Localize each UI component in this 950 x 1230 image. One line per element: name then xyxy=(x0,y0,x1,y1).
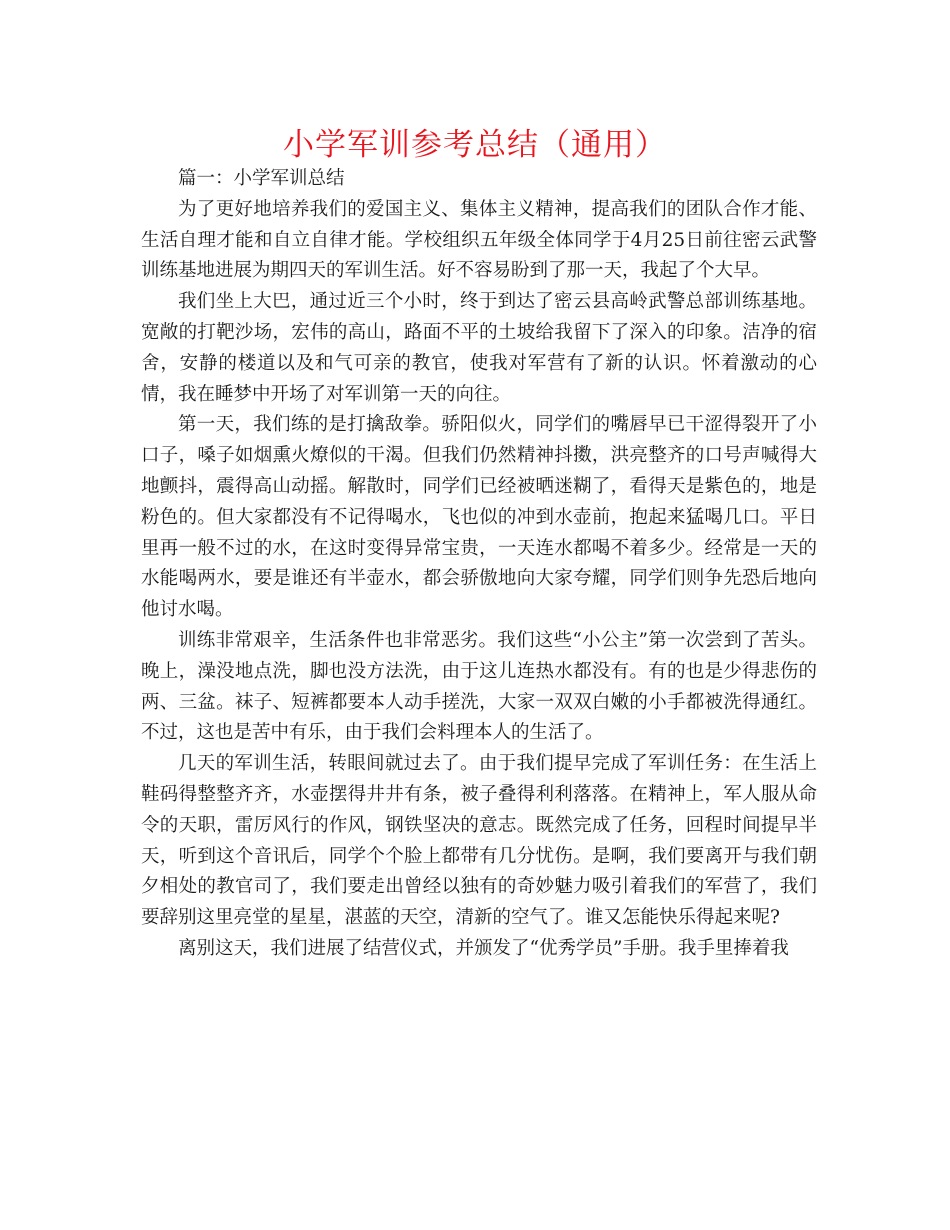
paragraph-arrival: 我们坐上大巴，通过近三个小时，终于到达了密云县高岭武警总部训练基地。宽敞的打靶沙场，宏伟的高山，路面不平的土坡给我留下了深入的印象。洁净的宿舍，安静的楼道以及和气可亲的教官，使我对军营有了新的认识。怀着激动的心情，我在睡梦中开场了对军训第一天的向往。 xyxy=(141,291,817,405)
paragraph-first-day: 第一天，我们练的是打擒敌拳。骄阳似火，同学们的嘴唇早已干涩得裂开了小口子，嗓子如烟熏火燎似的干渴。但我们仍然精神抖擞，洪亮整齐的口号声喊得大地颤抖，震得高山动摇。解散时，同学们已经被晒迷糊了，看得天是紫色的，地是粉色的。但大家都没有不记得喝水，飞也似的冲到水壶前，抱起来猛喝几口。平日里再一般不过的水，在这时变得异常宝贵，一天连水都喝不着多少。经常是一天的水能喝两水，要是谁还有半壶水，都会骄傲地向大家夸耀，同学们则争先恐后地向他讨水喝。 xyxy=(141,414,817,621)
paragraph-intro: 为了更好地培养我们的爱国主义、集体主义精神，提高我们的团队合作才能、生活自理才能和自立自律才能。学校组织五年级全体同学于4月25日前往密云武警训练基地进展为期四天的军训生活。好不容易盼到了那一天，我起了个大早。 xyxy=(141,198,817,282)
paragraph-hardship: 训练非常艰辛，生活条件也非常恶劣。我们这些“小公主”第一次尝到了苦头。晚上，澡没地点洗，脚也没方法洗，由于这儿连热水都没有。有的也是少得悲伤的两、三盆。袜子、短裤都要本人动手搓洗，大家一双双白嫩的小手都被洗得通红。不过，这也是苦中有乐，由于我们会料理本人的生活了。 xyxy=(141,629,817,744)
section-heading: 篇一：小学军训总结 xyxy=(178,168,345,189)
paragraph-completion: 几天的军训生活，转眼间就过去了。由于我们提早完成了军训任务：在生活上鞋码得整整齐齐，水壶摆得井井有条，被子叠得利利落落。在精神上，军人服从命令的天职，雷厉风行的作风，钢铁坚决的意志。既然完成了任务，回程时间提早半天，听到这个音讯后，同学个个脸上都带有几分忧伤。是啊，我们要离开与我们朝夕相处的教官司了，我们要走出曾经以独有的奇妙魅力吸引着我们的军营了，我们要辞别这里亮堂的星星，湛蓝的天空，清新的空气了。谁又怎能快乐得起来呢? xyxy=(141,753,817,929)
document-title: 小学军训参考总结（通用） xyxy=(283,127,667,163)
document-body xyxy=(141,164,817,965)
paragraph-farewell: 离别这天，我们进展了结营仪式，并颁发了“优秀学员”手册。我手里捧着我 xyxy=(178,937,789,959)
